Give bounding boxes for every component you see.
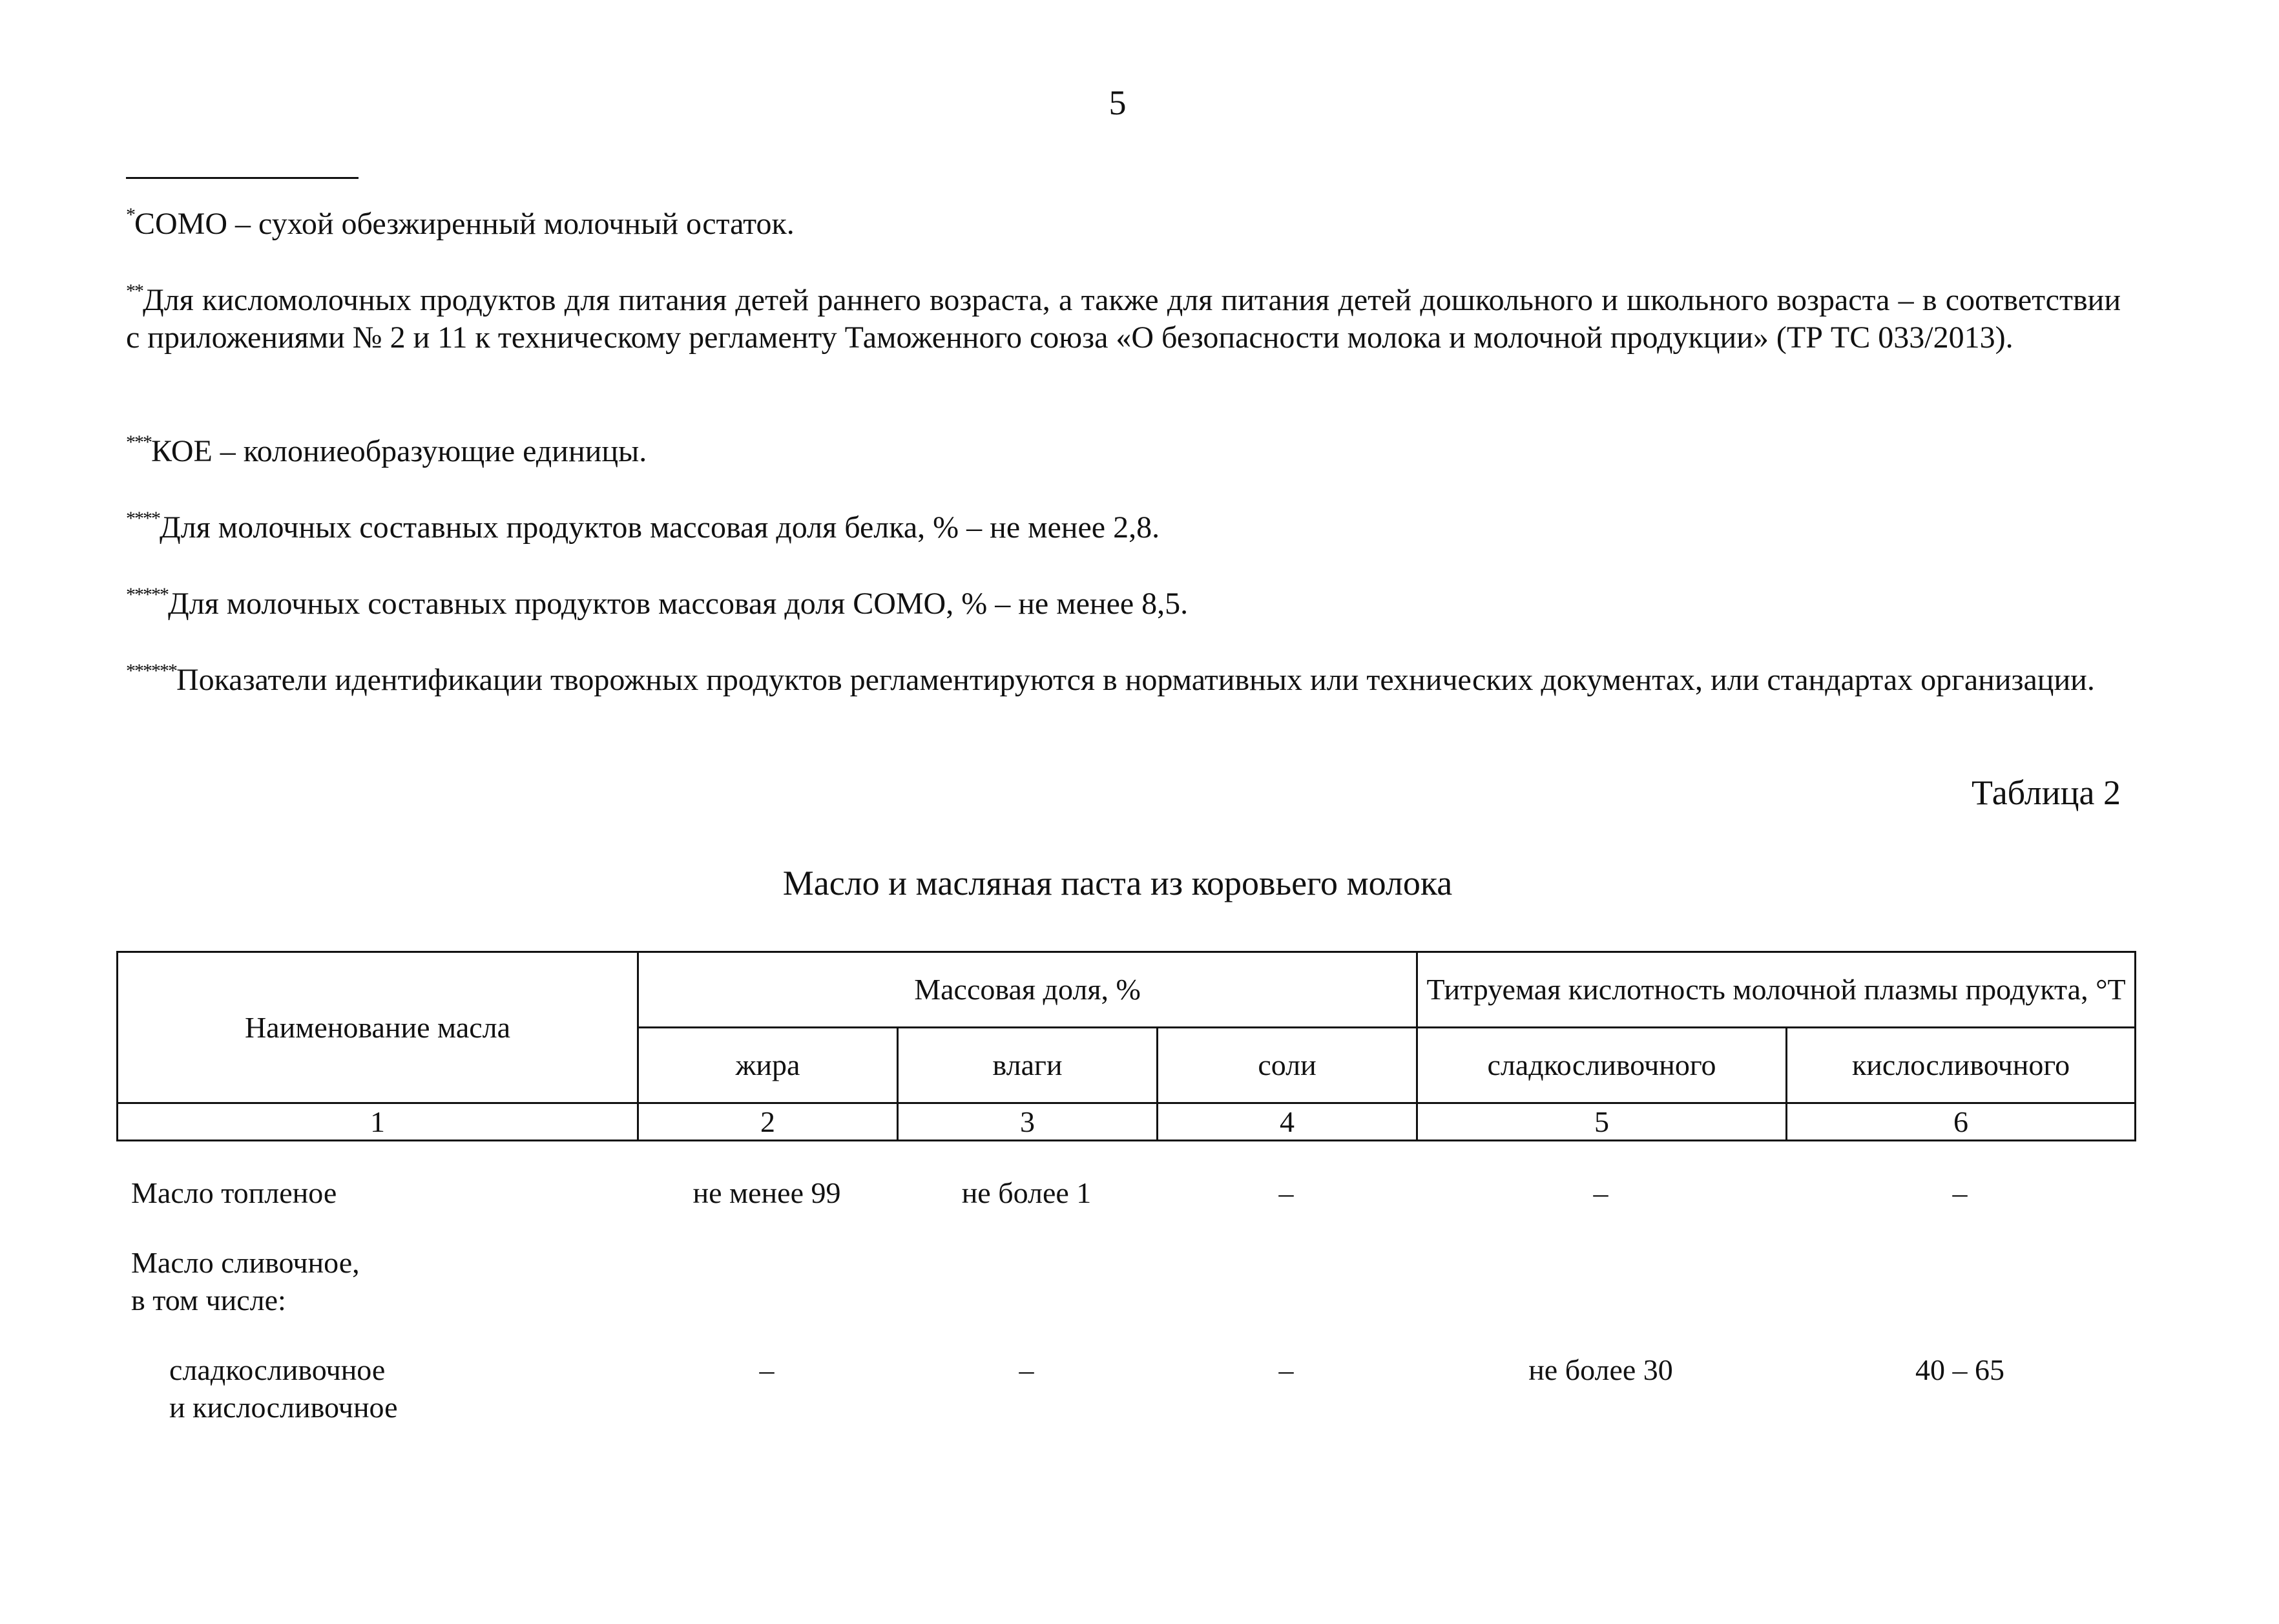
column-number: 6 xyxy=(1787,1103,2136,1141)
header-moisture: влаги xyxy=(898,1028,1158,1103)
value-moisture: – xyxy=(1019,1353,1034,1386)
value-salt: – xyxy=(1278,1176,1294,1209)
header-acidity-group: Титруемая кислотность молочной плазмы продукта, °Т xyxy=(1417,952,2136,1028)
page-number: 5 xyxy=(1108,83,1127,122)
value-sweet-cream: не более 30 xyxy=(1528,1353,1673,1386)
header-sweet-cream: сладкосливочного xyxy=(1417,1028,1787,1103)
column-number: 1 xyxy=(118,1103,638,1141)
footnote-text: СОМО – сухой обезжиренный молочный остаток. xyxy=(134,207,795,241)
header-mass-group: Массовая доля, % xyxy=(638,952,1417,1028)
footnote-text: Для молочных составных продуктов массовая доля СОМО, % – не менее 8,5. xyxy=(168,587,1189,621)
footnote-2 xyxy=(126,282,2121,357)
value-fat: – xyxy=(759,1353,775,1386)
header-fat: жира xyxy=(638,1028,898,1103)
header-name-col: Наименование масла xyxy=(118,952,638,1103)
row-name: сладкосливочное xyxy=(169,1353,386,1386)
value-moisture: не более 1 xyxy=(961,1176,1092,1209)
value-fat: не менее 99 xyxy=(692,1176,841,1209)
footnote-mark: * xyxy=(126,204,134,225)
table-header xyxy=(116,951,2136,1141)
column-number: 5 xyxy=(1417,1103,1787,1141)
footnote-text: Для молочных составных продуктов массовая доля белка, % – не менее 2,8. xyxy=(160,510,1160,545)
table-label: Таблица 2 xyxy=(1972,773,2121,812)
footnote-mark: *** xyxy=(126,432,151,453)
footnote-3 xyxy=(126,433,2121,470)
footnote-1 xyxy=(126,205,2121,243)
row-name-continued: в том числе: xyxy=(131,1284,286,1317)
footnote-mark: **** xyxy=(126,508,160,529)
column-number: 4 xyxy=(1158,1103,1417,1141)
header-sour-cream: кислосливочного xyxy=(1787,1028,2136,1103)
table-title: Масло и масляная паста из коровьего молока xyxy=(782,864,1453,902)
footnote-5 xyxy=(126,585,2121,623)
column-number: 3 xyxy=(898,1103,1158,1141)
header-salt: соли xyxy=(1158,1028,1417,1103)
footnote-mark: ** xyxy=(126,280,143,302)
footnote-text: Для кисломолочных продуктов для питания детей раннего возраста, а также для питания детей дошкольного и школьного возраста – в соответствии с приложениями № 2 и 11 к техническому регламенту Таможенного союза «О безопасности молока и молочной продукции» (ТР ТС 033/2013). xyxy=(126,283,2121,355)
value-sour-cream: 40 – 65 xyxy=(1915,1353,2004,1386)
column-number: 2 xyxy=(638,1103,898,1141)
row-name-continued: и кислосливочное xyxy=(169,1391,398,1424)
footnote-text: КОЕ – колониеобразующие единицы. xyxy=(151,434,647,468)
footnote-separator xyxy=(126,177,359,179)
footnote-mark: ****** xyxy=(126,660,176,682)
value-salt: – xyxy=(1278,1353,1294,1386)
footnote-6 xyxy=(126,661,2121,699)
footnote-text: Показатели идентификации творожных продуктов регламентируются в нормативных или технических документах, или стандартах организации. xyxy=(176,663,2095,697)
footnote-mark: ***** xyxy=(126,584,168,605)
row-name: Масло топленое xyxy=(131,1176,337,1209)
row-name: Масло сливочное, xyxy=(131,1246,360,1279)
footnote-4 xyxy=(126,509,2121,547)
value-sweet-cream: – xyxy=(1593,1176,1608,1209)
value-sour-cream: – xyxy=(1952,1176,1968,1209)
